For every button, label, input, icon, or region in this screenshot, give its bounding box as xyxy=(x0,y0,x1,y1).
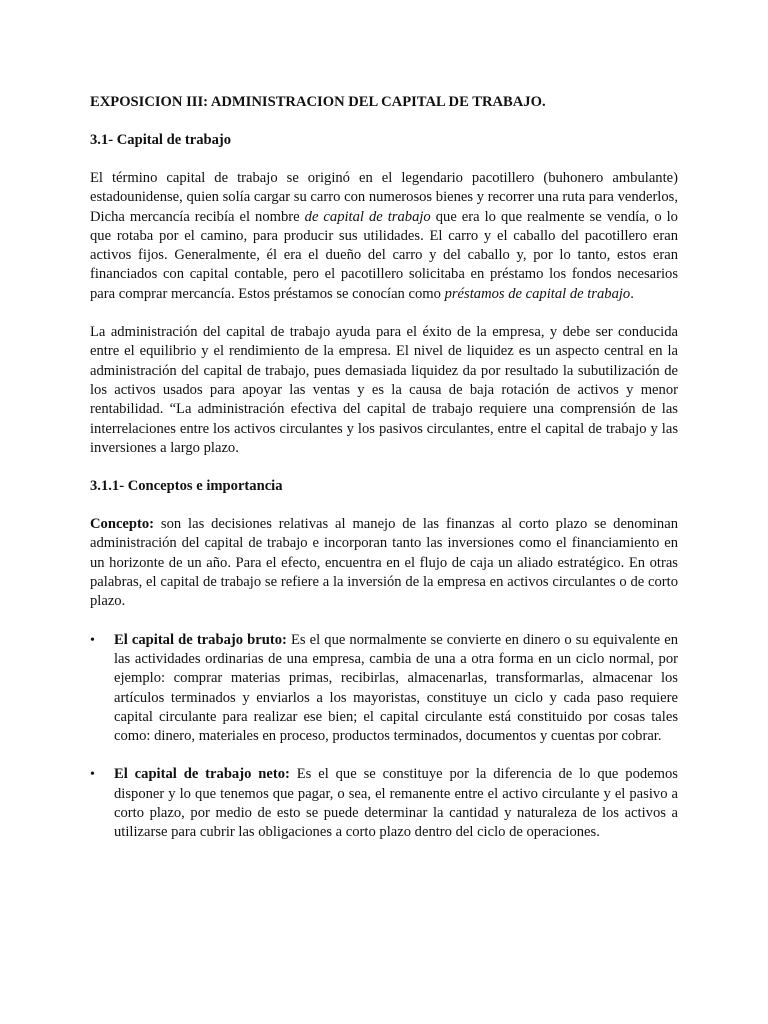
list-item xyxy=(90,631,678,747)
concept-label: Concepto: xyxy=(90,516,155,533)
list-item-text: Es el que se constituye por la diferencia de lo que podemos disponer y lo que tenemos que pagar, o sea, el remanente entre el activo circulante y el pasivo a corto plazo, por medio de esto se puede determinar la cantidad y naturaleza de los activos a utilizarse para cubrir las obligaciones a corto plazo dentro del ciclo de operaciones. xyxy=(114,766,678,841)
list-item-text: Es el que normalmente se convierte en dinero o su equivalente en las actividades ordinarias de una empresa, cambia de una a otra forma en un ciclo normal, por ejemplo: comprar materias primas, recibirlas, almacenarlas, transformarlas, almacenar los artículos terminados y enviarlos a los mayoristas, constituye un ciclo y cada paso requiere capital circulante para realizar ese bien; el capital circulante está constituido por cosas tales como: dinero, materiales en proceso, productos terminados, documentos y cuentas por cobrar. xyxy=(114,631,678,745)
bullet-icon: • xyxy=(90,767,95,783)
document-content xyxy=(90,93,678,862)
paragraph-origin-italic-1: de capital de trabajo xyxy=(304,208,431,225)
bullet-list xyxy=(90,631,678,843)
section-heading-conceptos: 3.1.1- Conceptos e importancia xyxy=(90,478,283,495)
paragraph-origin-text-a: El término capital de trabajo se originó en el legendario pacotillero (buhonero ambulante) estadounidense, quien solía cargar su carro con numerosos bienes y recorrer una ruta para venderlos, Dicha mercancía recibía el nombre xyxy=(90,170,678,225)
bullet-icon: • xyxy=(90,632,95,648)
paragraph-concept xyxy=(90,515,678,611)
paragraph-origin xyxy=(90,169,678,304)
paragraph-administration: La administración del capital de trabajo ayuda para el éxito de la empresa, y debe ser conducida entre el equilibrio y el rendimiento de la empresa. El nivel de liquidez es un aspecto central en la administración del capital de trabajo, pues demasiada liquidez da por resultado la subutilización de los activos usados para apoyar las ventas y es la causa de baja rotación de activos y menor rentabilidad. “La administración efectiva del capital de trabajo requiere una comprensión de las interrelaciones entre los activos circulantes y los pasivos circulantes, entre el capital de trabajo y las inversiones a largo plazo. xyxy=(90,324,678,456)
document-title: EXPOSICION III: ADMINISTRACION DEL CAPITAL DE TRABAJO. xyxy=(90,94,546,110)
concept-text: son las decisiones relativas al manejo de las finanzas al corto plazo se denominan administración del capital de trabajo e incorporan tanto las inversiones como el financiamiento en un horizonte de un año. Para el efecto, encuentra en el flujo de caja un aliado estratégico. En otras palabras, el capital de trabajo se refiere a la inversión de la empresa en activos circulantes o de corto plazo. xyxy=(90,516,678,610)
list-item xyxy=(90,765,678,842)
paragraph-origin-text-b: que era lo que realmente se vendía, o lo que rotaba por el camino, para producir sus utilidades. El carro y el caballo del pacotillero eran activos fijos. Generalmente, él era el dueño del carro y del caballo y, por lo tanto, estos eran financiados con capital contable, pero el pacotillero solicitaba en préstamo los fondos necesarios para comprar mercancía. Estos préstamos se conocían como xyxy=(90,208,678,302)
paragraph-origin-text-c: . xyxy=(630,285,634,302)
list-item-label: El capital de trabajo neto: xyxy=(114,766,290,783)
list-item-label: El capital de trabajo bruto: xyxy=(114,631,287,648)
paragraph-origin-italic-2: préstamos de capital de trabajo xyxy=(444,285,631,302)
section-heading-capital-de-trabajo: 3.1- Capital de trabajo xyxy=(90,132,232,148)
